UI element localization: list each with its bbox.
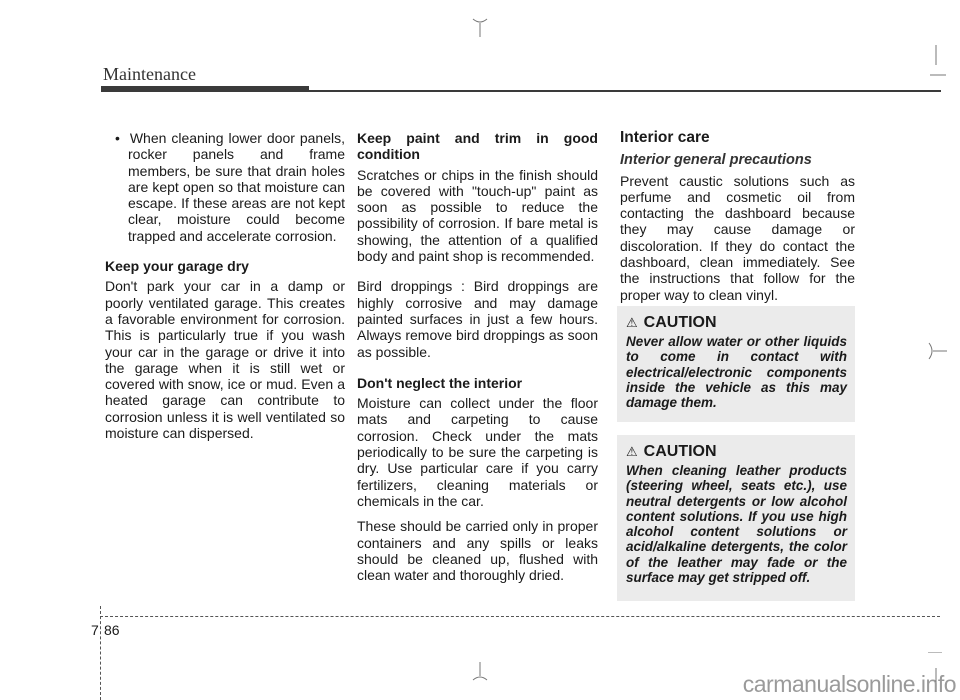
caution-title: CAUTION xyxy=(643,314,717,331)
caution-box-leather xyxy=(617,435,855,601)
caution-title: CAUTION xyxy=(643,443,717,460)
caution-box-liquids xyxy=(617,306,855,422)
footer-divider xyxy=(100,606,101,700)
column-left xyxy=(105,130,345,450)
paragraph-interior-1: Moisture can collect under the floor mats and carpeting to cause corrosion. Check under the mats periodically to be sure the carpeting is dry. Use particular care if you carry fertilizers, cleaning materials or chemicals in the car. xyxy=(357,395,598,509)
bullet-text: When cleaning lower door panels, rocker panels and frame members, be sure that drain holes are kept open so that moisture can escape. If these areas are not kept clear, moisture could become trapped and accelerate corrosion. xyxy=(128,130,346,244)
heading-garage: Keep your garage dry xyxy=(105,258,249,275)
section-title: Maintenance xyxy=(103,64,196,84)
column-middle xyxy=(357,130,598,592)
crop-mark-bottom-right-icon xyxy=(922,652,946,682)
heading-paint: Keep paint and trim in good condition xyxy=(357,130,598,163)
crop-mark-top-right-icon xyxy=(928,45,948,77)
paragraph-garage: Don't park your car in a damp or poorly ventilated garage. This creates a favorable environment for corrosion. This is particularly true if you wash your car in the garage or drive it into the garage when it is still wet or covered with snow, ice or mud. Even a heated garage can contribute to corrosion unless it is well ventilated so moisture can dispersed. xyxy=(105,278,345,442)
heading-interior: Don't neglect the interior xyxy=(357,374,523,391)
paragraph-precautions: Prevent caustic solutions such as perfume and cosmetic oil from contacting the dashboard because they may cause damage or discoloration. If they do contact the dashboard, clean immediately. See the instructions that follow for the proper way to clean vinyl. xyxy=(620,172,855,303)
page-number: 86 xyxy=(104,622,120,638)
warning-triangle-icon: ⚠ xyxy=(626,315,638,330)
caution-text: When cleaning leather products (steering wheel, seats etc.), use neutral detergents or low alcohol content solutions. If you use high alcohol content solutions or acid/alkaline detergents, the color of the leather may fade or the surface may get stripped off. xyxy=(626,463,847,586)
crop-mark-bottom-icon xyxy=(470,662,490,684)
footer-rule xyxy=(100,616,940,617)
header-rule xyxy=(101,90,941,92)
column-right xyxy=(620,130,855,312)
crop-mark-right-icon xyxy=(925,340,947,362)
paragraph-interior-2: These should be carried only in proper containers and any spills or leaks should be cleaned up, flushed with clean water and thoroughly dried. xyxy=(357,518,598,584)
bullet-drain-holes: • When cleaning lower door panels, rocker panels and frame members, be sure that drain holes are kept open so that moisture can escape. If these areas are not kept clear, moisture could become trapped and accelerate corrosion. xyxy=(115,130,346,244)
chapter-number: 7 xyxy=(91,622,99,638)
warning-triangle-icon: ⚠ xyxy=(626,444,638,459)
watermark: carmanualsonline.info xyxy=(742,671,956,697)
paragraph-paint: Scratches or chips in the finish should be covered with "touch-up" paint as soon as possible to reduce the possibility of corrosion. If bare metal is showing, the attention of a qualified body and paint shop is recommended. xyxy=(357,166,598,265)
crop-mark-top-icon xyxy=(470,15,490,37)
heading-interior-care: Interior care xyxy=(620,129,710,146)
paragraph-bird: Bird droppings : Bird droppings are highly corrosive and may damage painted surfaces in just a few hours. Always remove bird droppings as soon as possible. xyxy=(357,278,598,360)
subheading-precautions: Interior general precautions xyxy=(620,152,812,169)
caution-text: Never allow water or other liquids to come in contact with electrical/electronic components inside the vehicle as this may damage them. xyxy=(626,334,847,411)
